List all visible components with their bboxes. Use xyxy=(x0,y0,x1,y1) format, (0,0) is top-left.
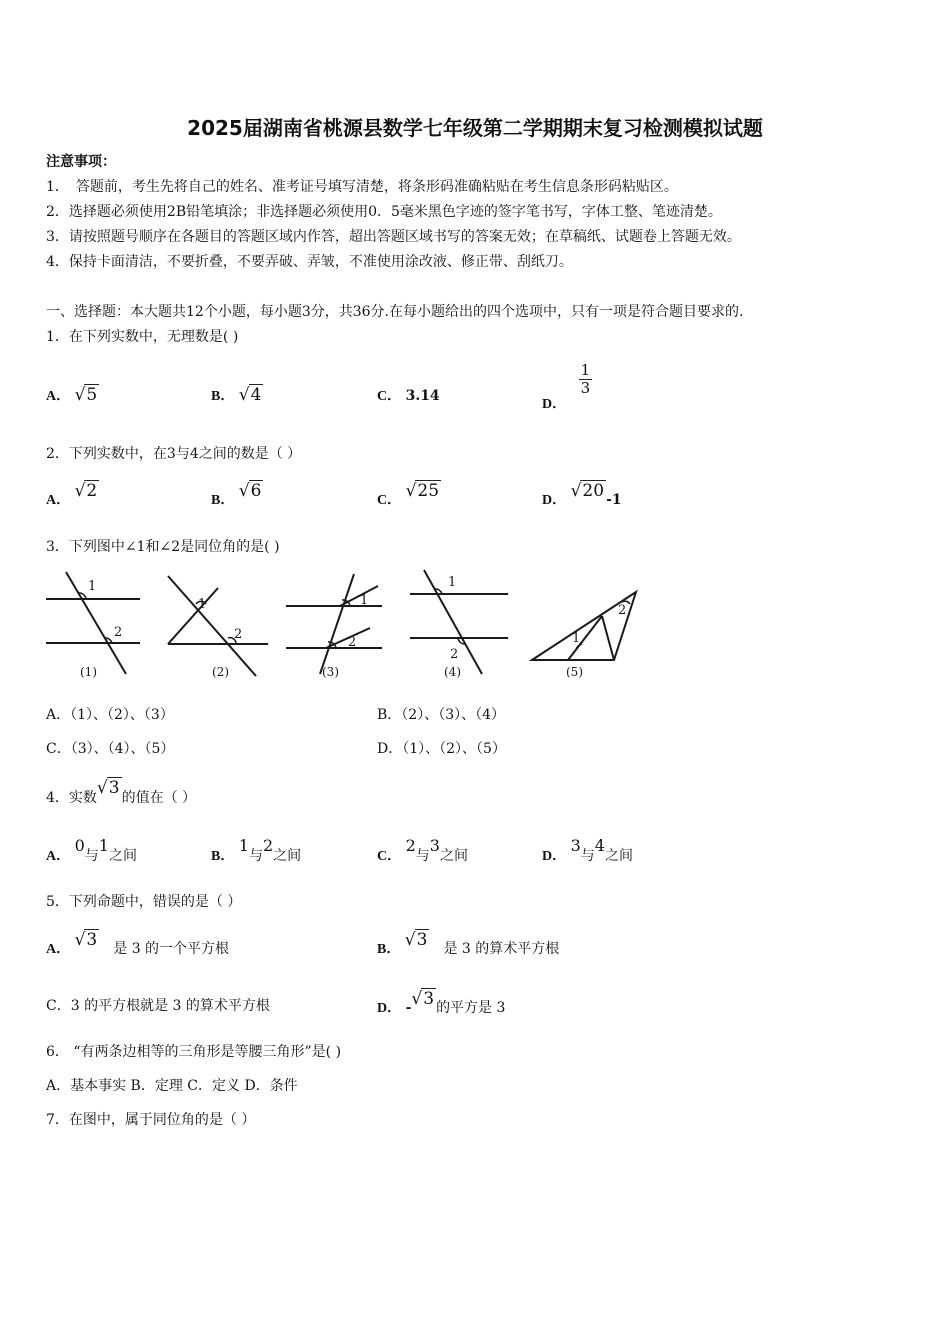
figure-caption: (2) xyxy=(212,665,229,679)
radicand: 3 xyxy=(86,930,98,950)
radicand: 5 xyxy=(86,385,98,405)
text: 与 xyxy=(415,848,430,864)
question-1-stem: 1．在下列实数中，无理数是( ) xyxy=(46,329,239,345)
option-label: C． xyxy=(377,849,402,864)
q1-option-b[interactable] xyxy=(211,384,263,407)
q5-option-d[interactable] xyxy=(377,989,506,1019)
number: 3 xyxy=(570,836,581,855)
sqrt-expression: √25 xyxy=(405,481,440,501)
number: 1 xyxy=(98,836,109,855)
sqrt-expression: √3 xyxy=(404,930,428,950)
angle-label: 2 xyxy=(114,625,123,640)
section-heading: 一、选择题：本大题共12个小题，每小题3分，共36分.在每小题给出的四个选项中，只有一项是符合题目要求的. xyxy=(46,304,744,320)
angle-label: 2 xyxy=(234,627,243,642)
figure-caption: (4) xyxy=(444,665,461,679)
angle-label: 2 xyxy=(618,603,627,618)
question-6-stem: 6． “有两条边相等的三角形是等腰三角形”是( ) xyxy=(46,1044,342,1060)
q2-option-a[interactable] xyxy=(46,481,99,511)
sqrt-expression: √3 xyxy=(411,989,435,1009)
radicand: 3 xyxy=(416,930,428,950)
radicand: 4 xyxy=(250,385,262,405)
option-label: B． xyxy=(211,493,235,508)
angle-label: 1 xyxy=(448,575,457,590)
text: 之间 xyxy=(273,848,302,864)
figure-caption: (5) xyxy=(566,665,583,679)
option-label: C． xyxy=(377,493,402,508)
option-label: B． xyxy=(211,389,235,404)
angle-figures xyxy=(42,566,652,686)
note-item: 3．请按照题号顺序在各题目的答题区域内作答，超出答题区域书写的答案无效；在草稿纸、试题卷上答题无效。 xyxy=(46,229,741,245)
angle-label: 1 xyxy=(360,593,369,608)
option-label: D． xyxy=(542,396,567,412)
option-text: 是 3 的一个平方根 xyxy=(113,941,230,957)
q1-option-d[interactable] xyxy=(542,361,592,412)
note-item: 2．选择题必须使用2B铅笔填涂；非选择题必须使用0．5毫米黑色字迹的签字笔书写，字体工整、笔迹清楚。 xyxy=(46,204,722,220)
number: 2 xyxy=(262,836,274,855)
radicand: 2 xyxy=(86,481,98,501)
figure-caption: (3) xyxy=(322,665,339,679)
text: 之间 xyxy=(439,848,468,864)
q5-option-b[interactable] xyxy=(377,930,560,960)
radicand: 3 xyxy=(423,989,435,1009)
question-7-stem: 7．在图中，属于同位角的是（ ） xyxy=(46,1112,256,1128)
radicand: 6 xyxy=(250,481,262,501)
option-value: 3.14 xyxy=(405,388,440,404)
number: 2 xyxy=(405,836,416,855)
sqrt-expression: √2 xyxy=(74,481,98,501)
sqrt-expression: √5 xyxy=(74,385,98,405)
q3-option-c[interactable]: C．（3）、（4）、（5） xyxy=(46,741,175,757)
q1-option-a[interactable] xyxy=(46,384,99,407)
q2-option-b[interactable] xyxy=(211,481,263,511)
q4-option-a[interactable] xyxy=(46,836,137,867)
question-4-stem xyxy=(46,778,197,808)
figure-caption: (1) xyxy=(80,665,97,679)
sqrt-expression: √6 xyxy=(238,481,262,501)
sqrt-expression: √3 xyxy=(74,930,98,950)
q4-option-b[interactable] xyxy=(211,836,302,867)
angle-label: 2 xyxy=(348,635,357,650)
q6-options[interactable]: A．基本事实 B．定理 C．定义 D．条件 xyxy=(46,1078,298,1094)
option-label: D． xyxy=(377,1001,402,1016)
figure-3 xyxy=(286,574,382,674)
figure-2 xyxy=(168,576,268,676)
option-text: 的平方是 3 xyxy=(436,1000,506,1016)
numerator: 1 xyxy=(580,361,591,379)
sqrt-expression: √20 xyxy=(570,481,605,501)
option-label: B． xyxy=(211,849,235,864)
angle-label: 1 xyxy=(572,631,581,646)
number: 3 xyxy=(429,836,440,855)
text: 之间 xyxy=(604,848,633,864)
option-label: A． xyxy=(46,942,71,957)
option-label: B． xyxy=(377,942,401,957)
option-label: A． xyxy=(46,389,71,404)
note-item: 1． 答题前，考生先将自己的姓名、准考证号填写清楚，将条形码准确粘贴在考生信息条形码粘贴区。 xyxy=(46,179,678,195)
q5-option-c[interactable]: C．3 的平方根就是 3 的算术平方根 xyxy=(46,998,270,1014)
angle-label: 1 xyxy=(88,579,97,594)
q4-option-c[interactable] xyxy=(377,836,468,867)
q5-option-a[interactable] xyxy=(46,930,230,960)
option-label: D． xyxy=(542,493,567,508)
text: 与 xyxy=(580,848,595,864)
note-item: 4．保持卡面清洁，不要折叠，不要弄破、弄皱，不准使用涂改液、修正带、刮纸刀。 xyxy=(46,254,573,270)
minus-sign: - xyxy=(405,1000,412,1016)
angle-label: 1 xyxy=(198,597,207,612)
angle-label: 2 xyxy=(450,647,459,662)
number: 4 xyxy=(594,836,605,855)
option-tail: -1 xyxy=(606,492,622,508)
stem-text: 的值在（ ） xyxy=(121,790,197,806)
q2-option-d[interactable] xyxy=(542,481,622,511)
number: 1 xyxy=(238,836,249,855)
radicand: 3 xyxy=(108,778,120,798)
stem-text: 4．实数 xyxy=(46,790,97,806)
page-title: 2025届湖南省桃源县数学七年级第二学期期末复习检测模拟试题 xyxy=(187,116,763,140)
fraction xyxy=(579,362,593,397)
option-label: A． xyxy=(46,849,71,864)
option-label: D． xyxy=(542,849,567,864)
q3-option-d[interactable]: D．（1）、（2）、（5） xyxy=(377,741,506,757)
option-label: C． xyxy=(377,389,402,404)
question-3-stem: 3．下列图中∠1和∠2是同位角的是( ) xyxy=(46,539,280,555)
option-text: 是 3 的算术平方根 xyxy=(443,941,560,957)
sqrt-expression: √4 xyxy=(238,385,262,405)
number: 0 xyxy=(74,836,85,855)
q4-option-d[interactable] xyxy=(542,836,633,867)
figure-4 xyxy=(410,570,508,674)
option-label: A． xyxy=(46,493,71,508)
q3-option-b[interactable]: B．（2）、（3）、（4） xyxy=(377,707,506,723)
question-2-stem: 2．下列实数中，在3与4之间的数是（ ） xyxy=(46,446,302,462)
question-5-stem: 5．下列命题中，错误的是（ ） xyxy=(46,894,242,910)
text: 与 xyxy=(84,848,99,864)
radicand: 20 xyxy=(582,481,605,501)
notes-heading: 注意事项： xyxy=(46,154,116,170)
radicand: 25 xyxy=(417,481,440,501)
q1-option-c[interactable] xyxy=(377,386,440,407)
sqrt-expression: √3 xyxy=(96,778,120,798)
denominator: 3 xyxy=(580,379,591,397)
text: 与 xyxy=(248,848,263,864)
q2-option-c[interactable] xyxy=(377,481,441,511)
q3-option-a[interactable]: A．（1）、（2）、（3） xyxy=(46,707,174,723)
text: 之间 xyxy=(108,848,137,864)
